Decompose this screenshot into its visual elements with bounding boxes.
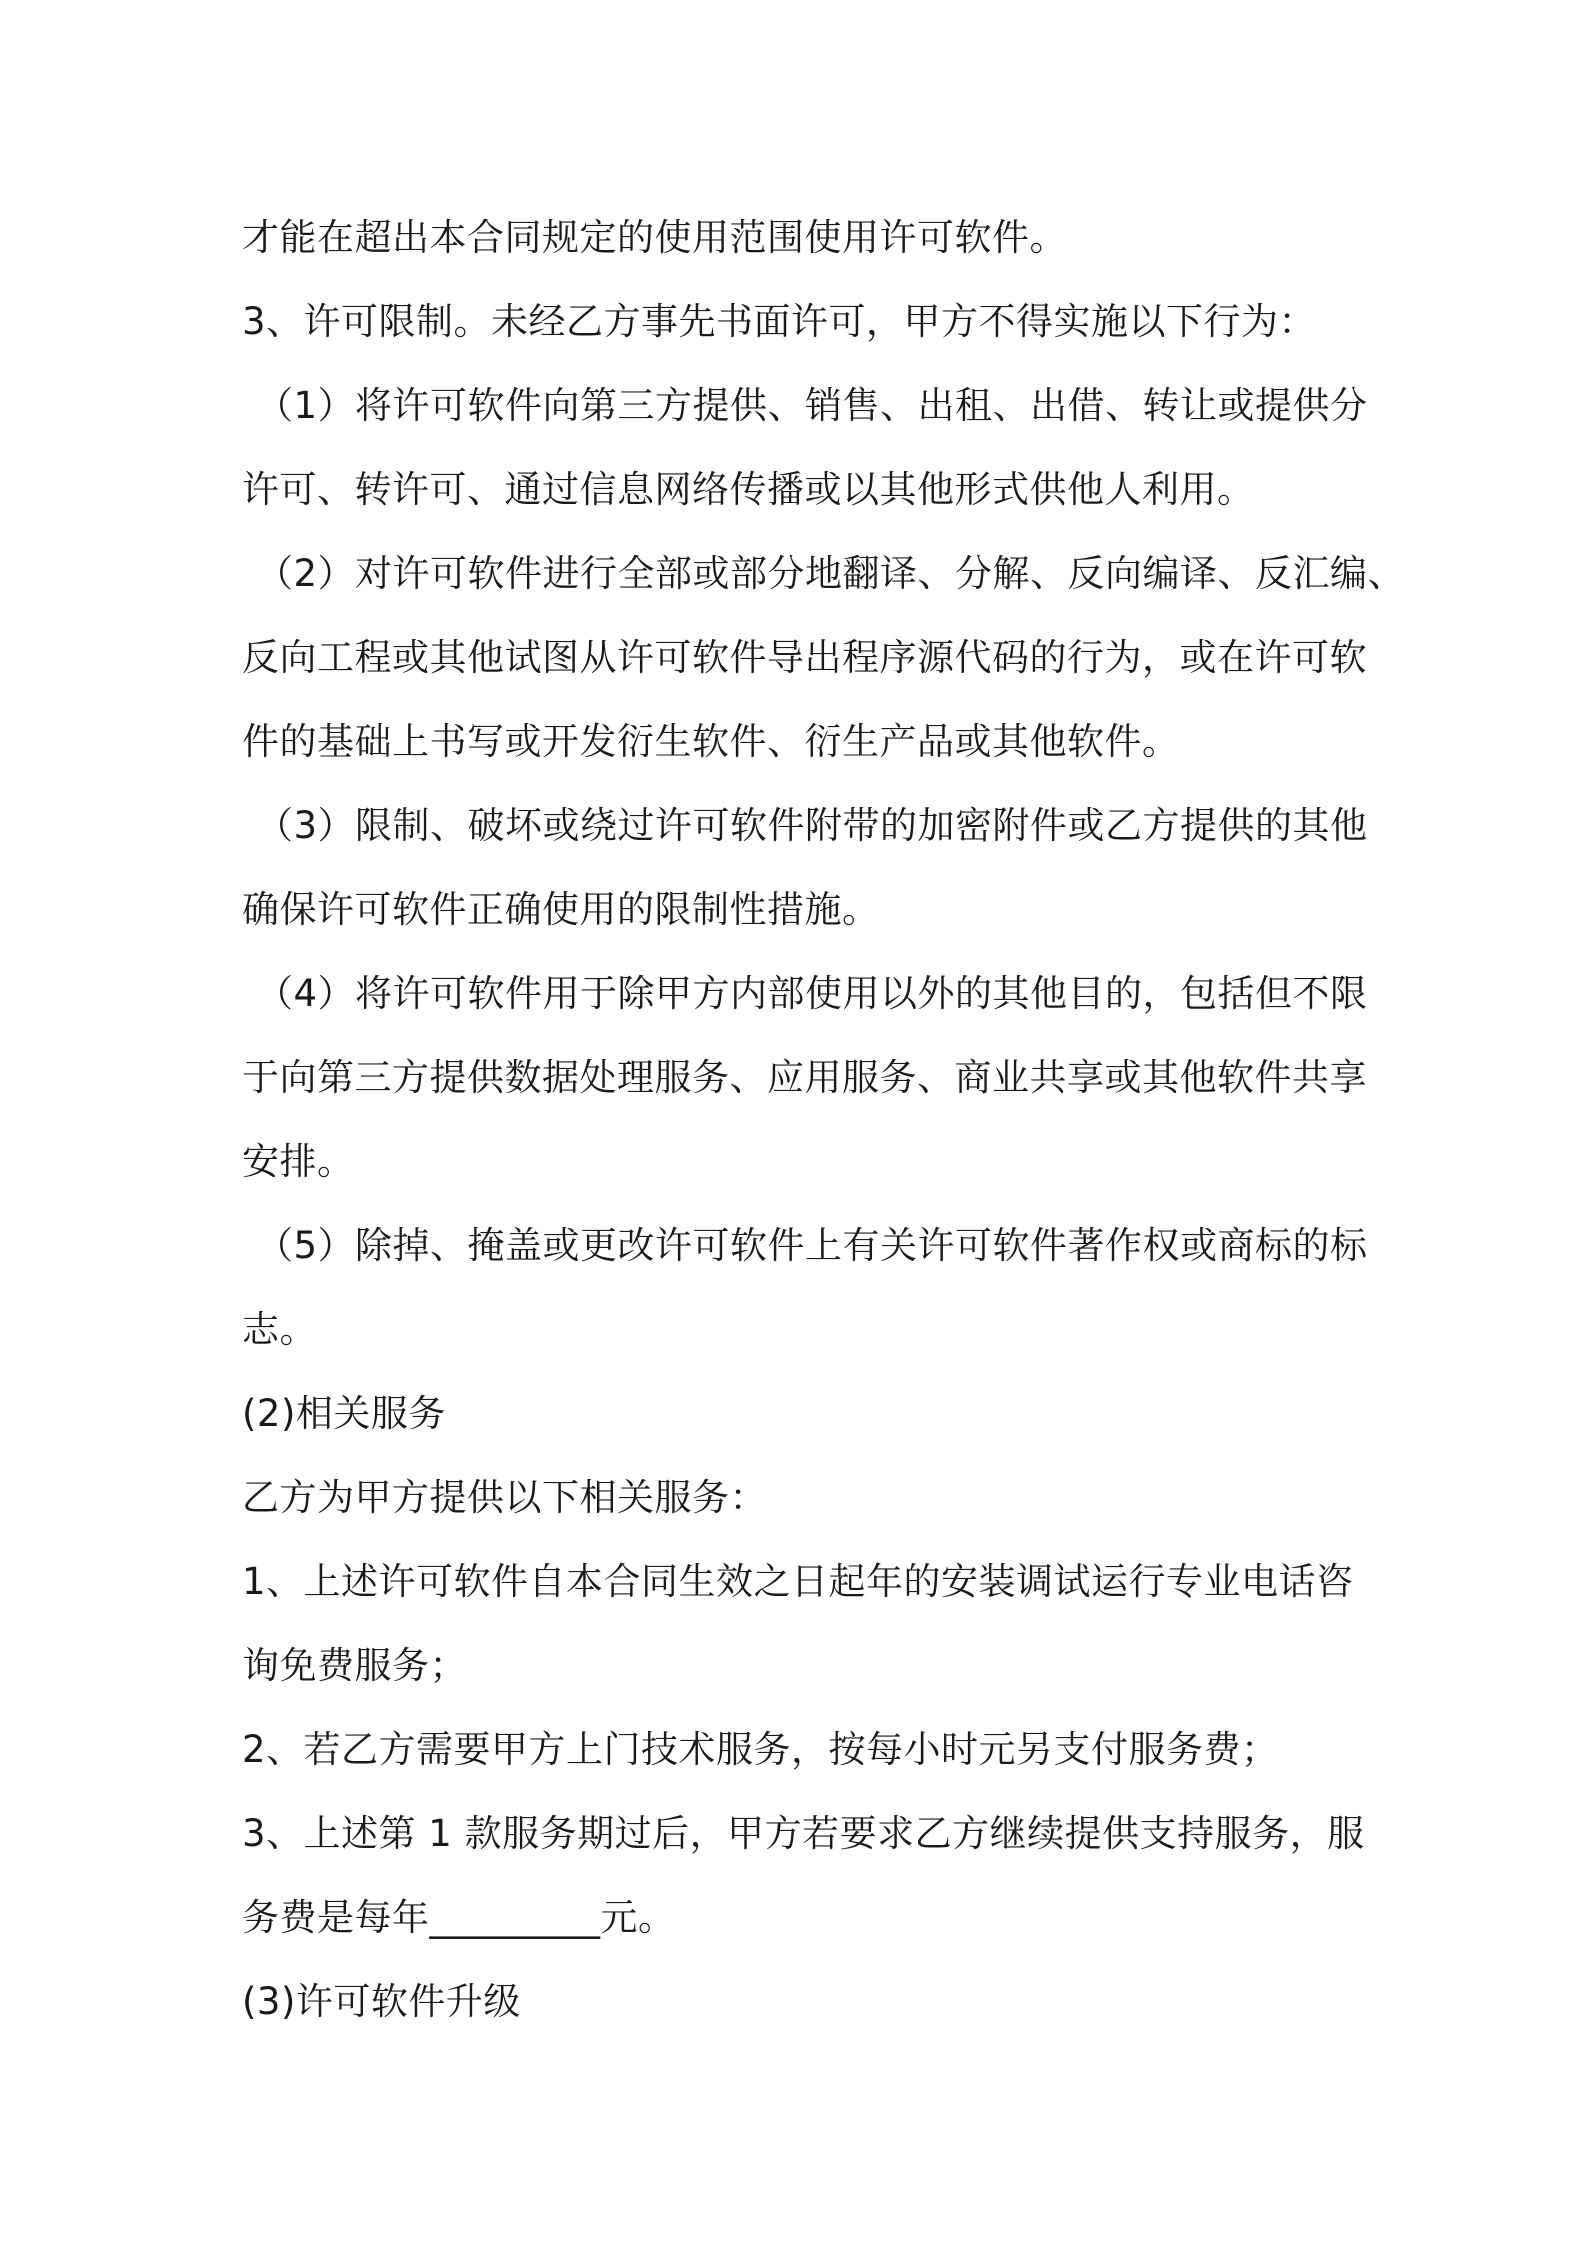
- text-line: 乙方为甲方提供以下相关服务：: [242, 1476, 767, 1519]
- text-line: 询免费服务；: [242, 1644, 467, 1687]
- text-line: 务费是每年_________元。: [242, 1896, 676, 1939]
- text-line: 于向第三方提供数据处理服务、应用服务、商业共享或其他软件共享: [242, 1056, 1367, 1099]
- text-line: 反向工程或其他试图从许可软件导出程序源代码的行为，或在许可软: [242, 636, 1367, 679]
- section-heading: (3)许可软件升级: [242, 1980, 521, 2023]
- text-line: 件的基础上书写或开发衍生软件、衍生产品或其他软件。: [242, 720, 1180, 763]
- text-line: 安排。: [242, 1140, 355, 1183]
- text-line: 3、许可限制。未经乙方事先书面许可，甲方不得实施以下行为：: [242, 300, 1317, 343]
- text-line: 确保许可软件正确使用的限制性措施。: [242, 888, 880, 931]
- text-line: 2、若乙方需要甲方上门技术服务，按每小时元另支付服务费；: [242, 1728, 1279, 1771]
- text-line: 才能在超出本合同规定的使用范围使用许可软件。: [242, 216, 1067, 259]
- text-line: （5）除掉、掩盖或更改许可软件上有关许可软件著作权或商标的标: [256, 1224, 1368, 1267]
- section-heading: (2)相关服务: [242, 1392, 446, 1435]
- document-body: [242, 196, 1406, 2044]
- text-line: （4）将许可软件用于除甲方内部使用以外的其他目的，包括但不限: [256, 972, 1368, 1015]
- text-line: 1、上述许可软件自本合同生效之日起年的安装调试运行专业电话咨: [242, 1560, 1354, 1603]
- text-line: （1）将许可软件向第三方提供、销售、出租、出借、转让或提供分: [256, 384, 1368, 427]
- text-line: （2）对许可软件进行全部或部分地翻译、分解、反向编译、反汇编、: [256, 552, 1406, 595]
- text-line: 许可、转许可、通过信息网络传播或以其他形式供他人利用。: [242, 468, 1255, 511]
- text-line: （3）限制、破坏或绕过许可软件附带的加密附件或乙方提供的其他: [256, 804, 1368, 847]
- text-line: 志。: [242, 1308, 317, 1351]
- text-line: 3、上述第 1 款服务期过后，甲方若要求乙方继续提供支持服务，服: [242, 1812, 1365, 1855]
